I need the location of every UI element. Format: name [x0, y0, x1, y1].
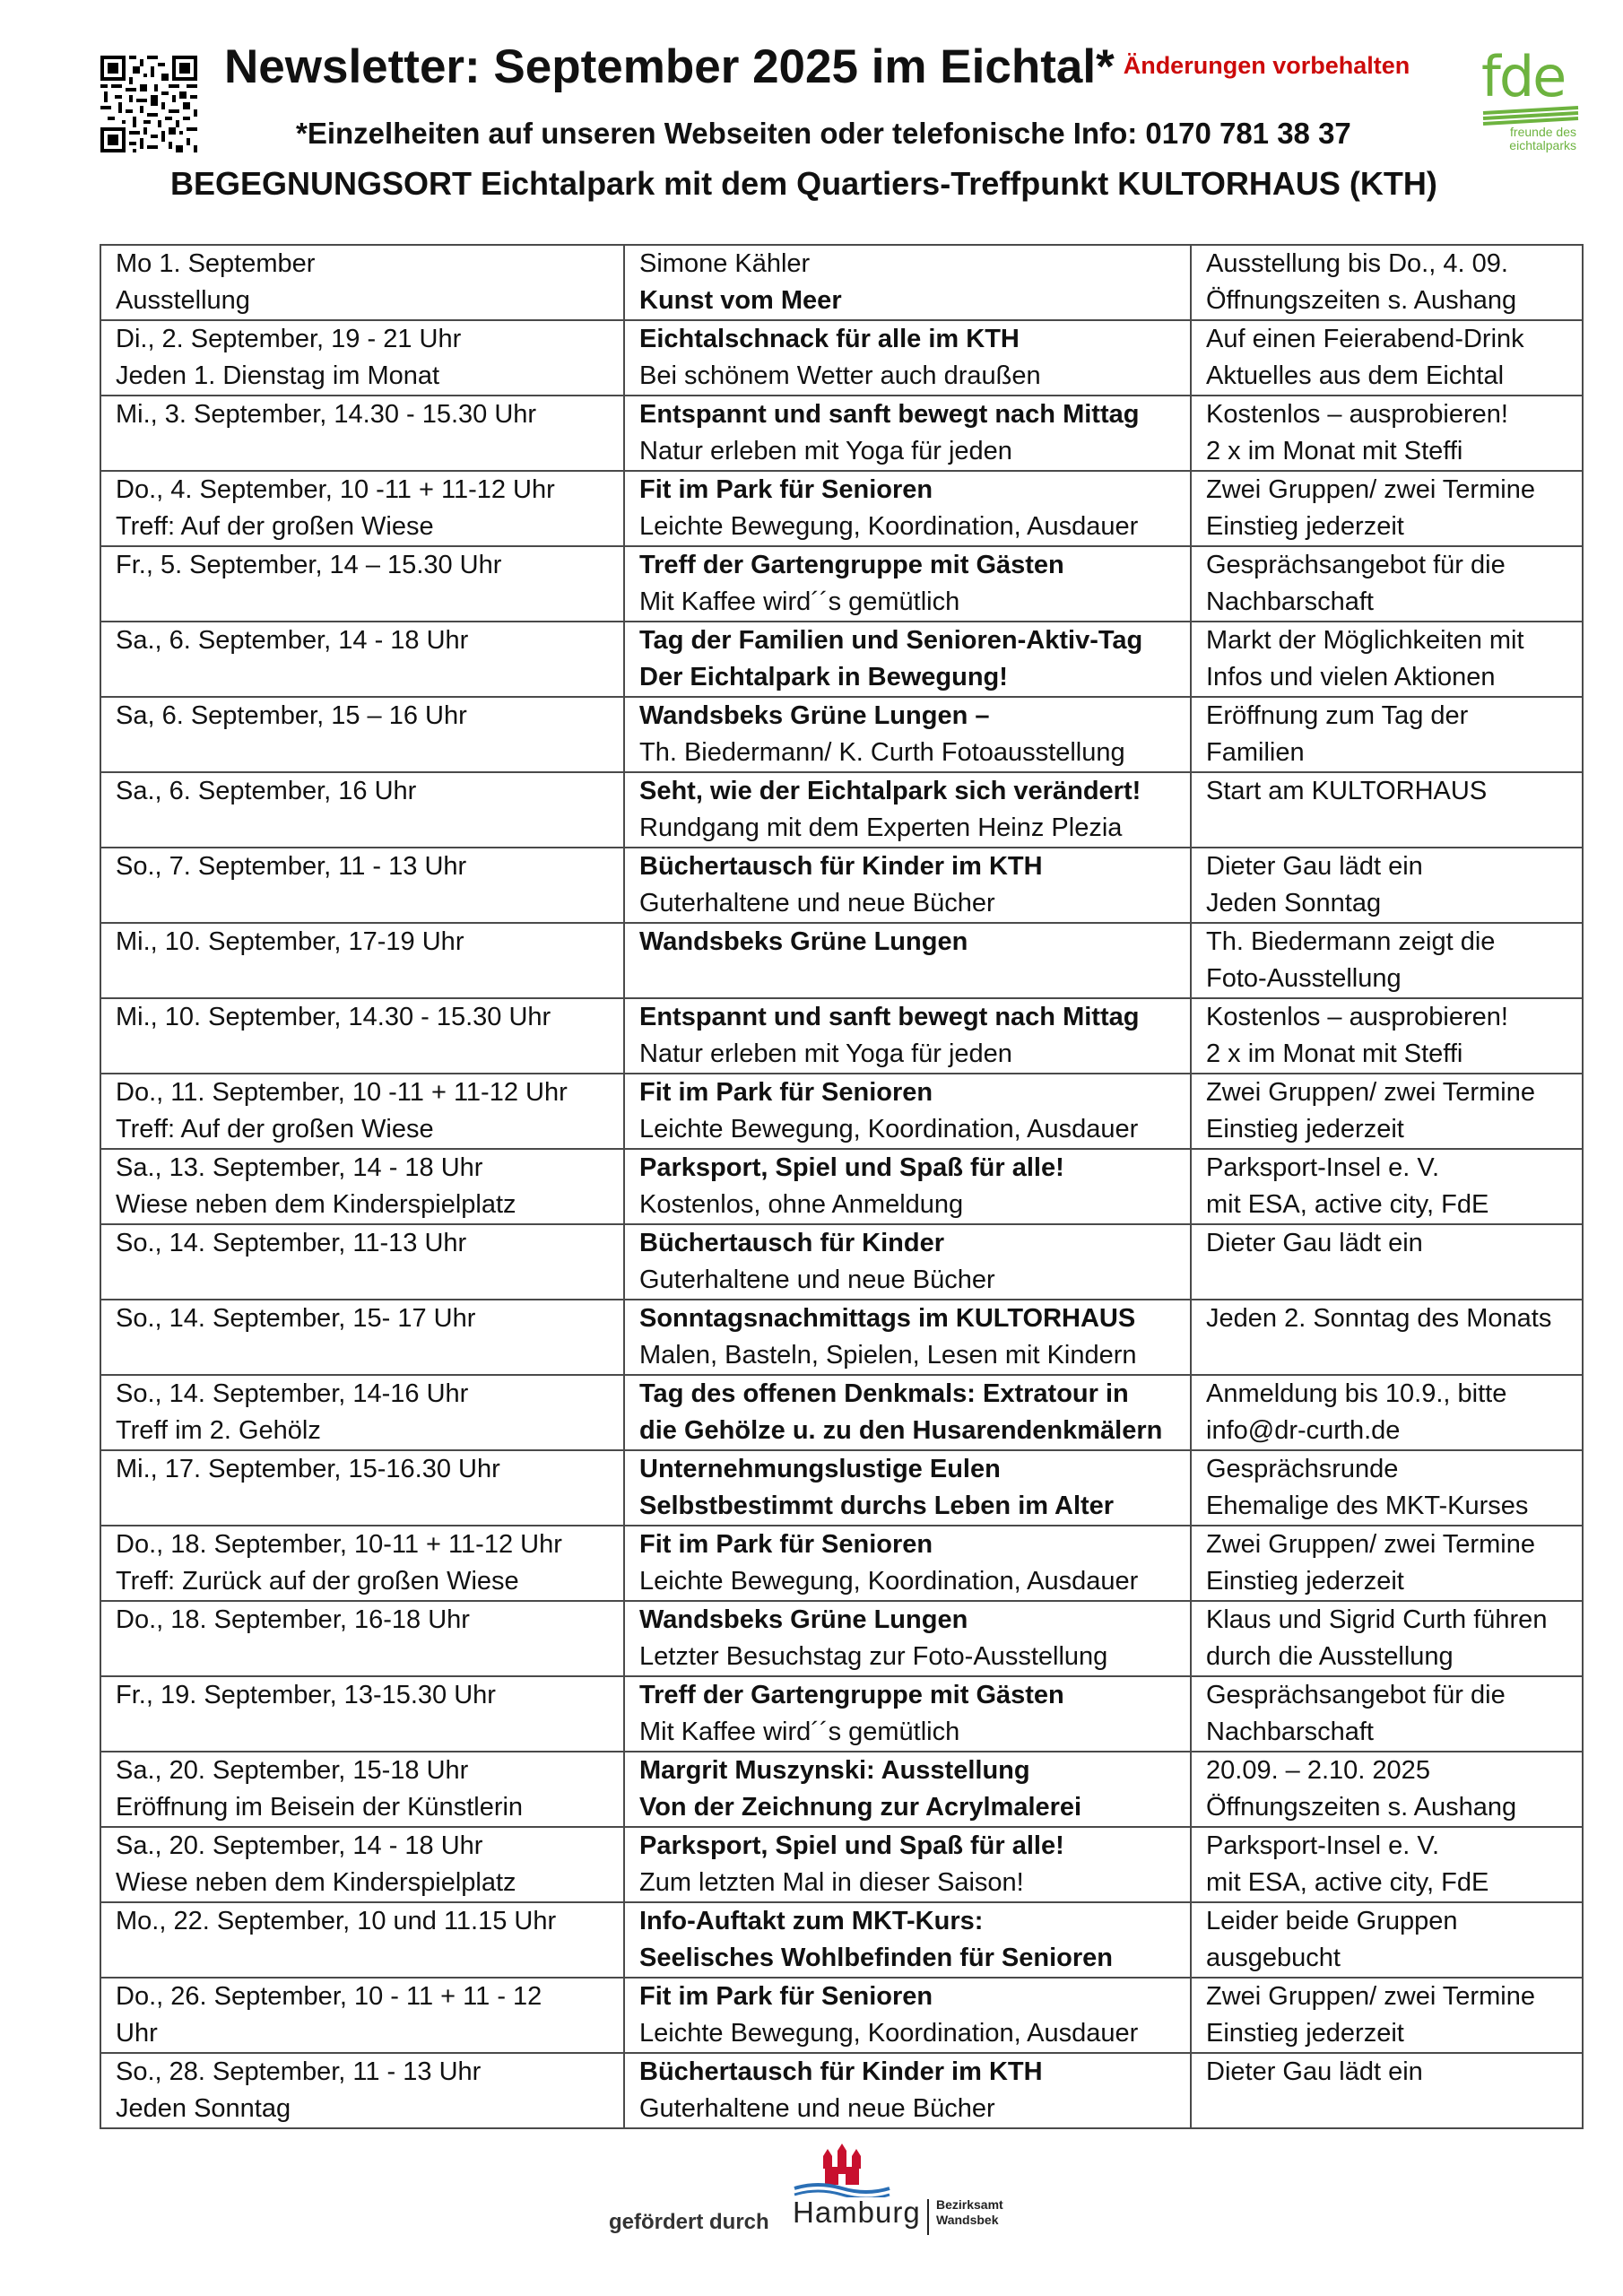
event-title-line: Büchertausch für Kinder im KTH [639, 2057, 1043, 2086]
event-date-line: Do., 18. September, 16-18 Uhr [116, 1605, 470, 1634]
event-date-cell [100, 2053, 624, 2128]
event-info-line: Auf einen Feierabend-Drink [1206, 325, 1524, 353]
event-info-line: Ausstellung bis Do., 4. 09. [1206, 249, 1508, 278]
event-info-line: Kostenlos – ausprobieren! [1206, 1003, 1508, 1031]
event-title-line: Kostenlos, ohne Anmeldung [639, 1190, 964, 1219]
event-title-cell [624, 1149, 1191, 1224]
event-date-line: So., 7. September, 11 - 13 Uhr [116, 852, 467, 881]
event-date-line [116, 1036, 611, 1073]
event-title-line: Zum letzten Mal in dieser Saison! [639, 1868, 1024, 1897]
event-date-cell [100, 622, 624, 697]
event-info-cell [1191, 772, 1583, 848]
event-title-cell [624, 1902, 1191, 1978]
event-date-cell [100, 1074, 624, 1149]
event-info-cell [1191, 1752, 1583, 1827]
event-title-cell [624, 1450, 1191, 1526]
event-row [100, 1676, 1583, 1752]
event-date-line [116, 659, 611, 696]
event-info-cell [1191, 1601, 1583, 1676]
event-date-line: Treff: Auf der großen Wiese [116, 512, 434, 541]
event-info-line: Einstieg jederzeit [1206, 1115, 1404, 1144]
event-info-line: Einstieg jederzeit [1206, 2019, 1404, 2048]
event-date-cell [100, 396, 624, 471]
page-subtitle: *Einzelheiten auf unseren Webseiten oder telefonische Info: 0170 781 38 37 [296, 117, 1351, 150]
event-info-cell [1191, 245, 1583, 320]
event-title-line: Tag der Familien und Senioren-Aktiv-Tag [639, 626, 1143, 655]
event-title-cell [624, 1074, 1191, 1149]
hamburg-castle-emblem-icon [793, 2144, 891, 2197]
title-note: Änderungen vorbehalten [1123, 52, 1410, 79]
event-info-cell [1191, 697, 1583, 772]
event-info-cell [1191, 998, 1583, 1074]
event-info-line: Zwei Gruppen/ zwei Termine [1206, 1530, 1535, 1559]
event-date-line: Di., 2. September, 19 - 21 Uhr [116, 325, 462, 353]
event-date-cell [100, 1526, 624, 1601]
event-title-cell [624, 1752, 1191, 1827]
event-row [100, 998, 1583, 1074]
event-title-cell [624, 2053, 1191, 2128]
event-title-line: Guterhaltene und neue Bücher [639, 2094, 995, 2123]
event-row [100, 1827, 1583, 1902]
event-info-cell [1191, 622, 1583, 697]
event-row [100, 923, 1583, 998]
event-info-cell [1191, 923, 1583, 998]
event-title-line: Parksport, Spiel und Spaß für alle! [639, 1831, 1064, 1860]
event-info-line: Dieter Gau lädt ein [1206, 1229, 1423, 1257]
event-date-line: Sa., 20. September, 15-18 Uhr [116, 1756, 469, 1785]
event-date-line [116, 1262, 611, 1299]
event-title-line: Malen, Basteln, Spielen, Lesen mit Kindern [639, 1341, 1137, 1370]
event-info-line: Parksport-Insel e. V. [1206, 1831, 1440, 1860]
event-title-line: Der Eichtalpark in Bewegung! [639, 663, 1008, 691]
event-date-line [116, 1337, 611, 1374]
event-date-line: Mo 1. September [116, 249, 316, 278]
event-date-line: Do., 26. September, 10 - 11 + 11 - 12 [116, 1982, 542, 2011]
event-title-cell [624, 772, 1191, 848]
event-title-line: Seelisches Wohlbefinden für Senioren [639, 1944, 1114, 1972]
logo-wordmark: fde [1481, 44, 1566, 109]
event-date-cell [100, 1300, 624, 1375]
event-title-line: Natur erleben mit Yoga für jeden [639, 437, 1012, 465]
event-info-cell [1191, 1902, 1583, 1978]
event-info-line: Gesprächsangebot für die [1206, 1681, 1506, 1709]
event-info-line: Th. Biedermann zeigt die [1206, 927, 1496, 956]
event-info-line: Nachbarschaft [1206, 587, 1374, 616]
event-info-line [1206, 1337, 1569, 1374]
event-title-line: Eichtalschnack für alle im KTH [639, 325, 1020, 353]
event-date-line: Fr., 19. September, 13-15.30 Uhr [116, 1681, 496, 1709]
event-info-line: Klaus und Sigrid Curth führen [1206, 1605, 1548, 1634]
event-row [100, 1978, 1583, 2053]
hamburg-wordmark: Hamburg [793, 2196, 921, 2229]
event-date-line: Mo., 22. September, 10 und 11.15 Uhr [116, 1907, 557, 1935]
event-title-cell [624, 1978, 1191, 2053]
event-title-line: Wandsbeks Grüne Lungen [639, 927, 968, 956]
event-info-cell [1191, 1074, 1583, 1149]
event-info-line: mit ESA, active city, FdE [1206, 1190, 1489, 1219]
event-info-line [1206, 1262, 1569, 1299]
event-title-line: Treff der Gartengruppe mit Gästen [639, 551, 1064, 579]
event-date-cell [100, 1375, 624, 1450]
event-title-line: Treff der Gartengruppe mit Gästen [639, 1681, 1064, 1709]
event-info-line: 2 x im Monat mit Steffi [1206, 437, 1463, 465]
event-info-line: 2 x im Monat mit Steffi [1206, 1039, 1463, 1068]
event-row [100, 697, 1583, 772]
event-date-line: Mi., 10. September, 17-19 Uhr [116, 927, 464, 956]
event-title-line: Guterhaltene und neue Bücher [639, 1265, 995, 1294]
event-date-cell [100, 1224, 624, 1300]
event-date-line [116, 885, 611, 922]
event-title-cell [624, 1300, 1191, 1375]
event-info-line: Leider beide Gruppen [1206, 1907, 1458, 1935]
event-date-line: So., 14. September, 11-13 Uhr [116, 1229, 467, 1257]
event-date-line: Jeden 1. Dienstag im Monat [116, 361, 440, 390]
event-date-cell [100, 1902, 624, 1978]
event-date-line [116, 1488, 611, 1525]
event-row [100, 320, 1583, 396]
event-row [100, 772, 1583, 848]
event-info-line: info@dr-curth.de [1206, 1416, 1401, 1445]
event-date-line [116, 810, 611, 847]
event-info-cell [1191, 1526, 1583, 1601]
fde-logo [1481, 44, 1580, 163]
event-date-line: Do., 11. September, 10 -11 + 11-12 Uhr [116, 1078, 568, 1107]
event-info-line: Infos und vielen Aktionen [1206, 663, 1496, 691]
event-title-cell [624, 320, 1191, 396]
event-title-line [639, 961, 1177, 997]
event-row [100, 1224, 1583, 1300]
event-date-line: Fr., 5. September, 14 – 15.30 Uhr [116, 551, 502, 579]
event-date-line [116, 735, 611, 771]
event-row [100, 848, 1583, 923]
event-info-line: Nachbarschaft [1206, 1718, 1374, 1746]
event-title-line: die Gehölze u. zu den Husarendenkmälern [639, 1416, 1163, 1445]
event-title-line: Mit Kaffee wird´´s gemütlich [639, 1718, 960, 1746]
event-date-line: Sa., 20. September, 14 - 18 Uhr [116, 1831, 483, 1860]
event-date-line [116, 1714, 611, 1751]
event-info-line: Markt der Möglichkeiten mit [1206, 626, 1524, 655]
event-title-cell [624, 1224, 1191, 1300]
event-info-line: Öffnungszeiten s. Aushang [1206, 1793, 1517, 1822]
event-row [100, 622, 1583, 697]
event-info-cell [1191, 1827, 1583, 1902]
event-title-line: Wandsbeks Grüne Lungen [639, 1605, 968, 1634]
event-row [100, 471, 1583, 546]
event-date-line: Wiese neben dem Kinderspielplatz [116, 1868, 516, 1897]
event-date-line: Sa., 6. September, 16 Uhr [116, 777, 417, 805]
event-date-cell [100, 998, 624, 1074]
event-info-line: 20.09. – 2.10. 2025 [1206, 1756, 1430, 1785]
event-title-cell [624, 1827, 1191, 1902]
event-info-line: Aktuelles aus dem Eichtal [1206, 361, 1505, 390]
event-date-cell [100, 1676, 624, 1752]
event-title-line: Fit im Park für Senioren [639, 1982, 933, 2011]
event-date-cell [100, 1978, 624, 2053]
event-date-line: Mi., 17. September, 15-16.30 Uhr [116, 1455, 500, 1483]
event-info-cell [1191, 1149, 1583, 1224]
event-info-line: ausgebucht [1206, 1944, 1341, 1972]
event-date-line: Eröffnung im Beisein der Künstlerin [116, 1793, 524, 1822]
event-info-line: Zwei Gruppen/ zwei Termine [1206, 1982, 1535, 2011]
event-title-line: Fit im Park für Senioren [639, 475, 933, 504]
event-title-line: Von der Zeichnung zur Acrylmalerei [639, 1793, 1082, 1822]
event-date-line: Jeden Sonntag [116, 2094, 291, 2123]
event-title-line: Simone Kähler [639, 249, 811, 278]
event-title-cell [624, 396, 1191, 471]
event-info-cell [1191, 1300, 1583, 1375]
event-title-cell [624, 1676, 1191, 1752]
event-info-line: Zwei Gruppen/ zwei Termine [1206, 1078, 1535, 1107]
logo-subline-1: freunde des [1510, 125, 1576, 139]
event-date-line: So., 14. September, 14-16 Uhr [116, 1379, 469, 1408]
district-label [936, 2197, 1003, 2228]
event-date-cell [100, 320, 624, 396]
event-info-line: Öffnungszeiten s. Aushang [1206, 286, 1517, 315]
event-date-line: So., 14. September, 15- 17 Uhr [116, 1304, 476, 1333]
event-row [100, 2053, 1583, 2128]
event-title-line: Entspannt und sanft bewegt nach Mittag [639, 1003, 1140, 1031]
event-row [100, 546, 1583, 622]
event-date-line: Treff: Zurück auf der großen Wiese [116, 1567, 519, 1596]
district-line-1: Bezirksamt [936, 2197, 1003, 2212]
event-title-cell [624, 622, 1191, 697]
event-date-line [116, 433, 611, 470]
event-title-line: Selbstbestimmt durchs Leben im Alter [639, 1492, 1115, 1520]
event-title-line: Mit Kaffee wird´´s gemütlich [639, 587, 960, 616]
event-info-line [1206, 810, 1569, 847]
event-info-line: Einstieg jederzeit [1206, 512, 1404, 541]
event-title-line: Wandsbeks Grüne Lungen – [639, 701, 990, 730]
event-info-cell [1191, 1450, 1583, 1526]
event-date-cell [100, 245, 624, 320]
event-date-cell [100, 1601, 624, 1676]
event-row [100, 1601, 1583, 1676]
event-info-cell [1191, 1676, 1583, 1752]
event-date-cell [100, 697, 624, 772]
event-title-line: Bei schönem Wetter auch draußen [639, 361, 1041, 390]
event-row [100, 396, 1583, 471]
event-info-line: Gesprächsrunde [1206, 1455, 1399, 1483]
event-date-cell [100, 1752, 624, 1827]
event-title-line: Leichte Bewegung, Koordination, Ausdauer [639, 2019, 1139, 2048]
event-date-line: Uhr [116, 2019, 158, 2048]
event-title-line: Leichte Bewegung, Koordination, Ausdauer [639, 1115, 1139, 1144]
event-row [100, 1752, 1583, 1827]
event-date-line: Do., 18. September, 10-11 + 11-12 Uhr [116, 1530, 562, 1559]
event-title-line: Seht, wie der Eichtalpark sich verändert! [639, 777, 1141, 805]
event-info-line: Familien [1206, 738, 1305, 767]
event-title-line: Th. Biedermann/ K. Curth Fotoausstellung [639, 738, 1125, 767]
event-date-cell [100, 1827, 624, 1902]
event-date-cell [100, 1450, 624, 1526]
event-info-line [1206, 2091, 1569, 2127]
event-info-cell [1191, 848, 1583, 923]
event-date-line [116, 961, 611, 997]
event-date-line [116, 584, 611, 621]
event-date-line: Sa, 6. September, 15 – 16 Uhr [116, 701, 467, 730]
footer-separator [927, 2199, 929, 2235]
event-date-line: Mi., 3. September, 14.30 - 15.30 Uhr [116, 400, 537, 429]
event-info-cell [1191, 1978, 1583, 2053]
event-info-line: Gesprächsangebot für die [1206, 551, 1506, 579]
event-title-line: Tag des offenen Denkmals: Extratour in [639, 1379, 1129, 1408]
event-title-cell [624, 546, 1191, 622]
event-info-cell [1191, 2053, 1583, 2128]
event-date-line: Do., 4. September, 10 -11 + 11-12 Uhr [116, 475, 555, 504]
event-info-line: mit ESA, active city, FdE [1206, 1868, 1489, 1897]
event-row [100, 1902, 1583, 1978]
event-date-line: Treff im 2. Gehölz [116, 1416, 321, 1445]
event-title-line: Parksport, Spiel und Spaß für alle! [639, 1153, 1064, 1182]
event-title-cell [624, 471, 1191, 546]
event-title-cell [624, 923, 1191, 998]
event-info-line: Eröffnung zum Tag der [1206, 701, 1469, 730]
events-table-body [100, 245, 1583, 2128]
event-info-line: Parksport-Insel e. V. [1206, 1153, 1440, 1182]
section-heading: BEGEGNUNGSORT Eichtalpark mit dem Quartiers-Treffpunkt KULTORHAUS (KTH) [170, 165, 1437, 202]
event-date-cell [100, 546, 624, 622]
event-title-line: Büchertausch für Kinder [639, 1229, 944, 1257]
event-title-cell [624, 245, 1191, 320]
event-title-line: Rundgang mit dem Experten Heinz Plezia [639, 813, 1123, 842]
event-title-cell [624, 697, 1191, 772]
event-row [100, 1450, 1583, 1526]
event-info-line: Anmeldung bis 10.9., bitte [1206, 1379, 1507, 1408]
district-line-2: Wandsbek [936, 2213, 999, 2227]
event-title-line: Leichte Bewegung, Koordination, Ausdauer [639, 1567, 1139, 1596]
event-title-cell [624, 1601, 1191, 1676]
event-title-line: Fit im Park für Senioren [639, 1078, 933, 1107]
event-date-line: Sa., 6. September, 14 - 18 Uhr [116, 626, 469, 655]
event-date-line: Sa., 13. September, 14 - 18 Uhr [116, 1153, 483, 1182]
event-date-line: Mi., 10. September, 14.30 - 15.30 Uhr [116, 1003, 551, 1031]
event-date-cell [100, 471, 624, 546]
event-title-line: Info-Auftakt zum MKT-Kurs: [639, 1907, 984, 1935]
event-info-cell [1191, 471, 1583, 546]
event-date-line: Treff: Auf der großen Wiese [116, 1115, 434, 1144]
event-info-line: Start am KULTORHAUS [1206, 777, 1488, 805]
event-date-line: Ausstellung [116, 286, 250, 315]
event-info-line: Jeden Sonntag [1206, 889, 1382, 918]
event-title-line: Kunst vom Meer [639, 286, 842, 315]
event-info-line: Dieter Gau lädt ein [1206, 852, 1423, 881]
event-info-line: Dieter Gau lädt ein [1206, 2057, 1423, 2086]
logo-subline-2: eichtalparks [1509, 138, 1576, 152]
event-title-line: Fit im Park für Senioren [639, 1530, 933, 1559]
funded-by-label: gefördert durch [609, 2210, 769, 2234]
event-title-cell [624, 1526, 1191, 1601]
event-date-line [116, 1639, 611, 1675]
event-date-cell [100, 772, 624, 848]
event-title-cell [624, 848, 1191, 923]
event-row [100, 1300, 1583, 1375]
event-title-cell [624, 998, 1191, 1074]
page-title [224, 39, 1410, 94]
event-date-cell [100, 1149, 624, 1224]
event-title-line: Margrit Muszynski: Ausstellung [639, 1756, 1030, 1785]
event-title-line: Natur erleben mit Yoga für jeden [639, 1039, 1012, 1068]
event-row [100, 1149, 1583, 1224]
event-title-line: Entspannt und sanft bewegt nach Mittag [639, 400, 1140, 429]
event-title-line: Letzter Besuchstag zur Foto-Ausstellung [639, 1642, 1108, 1671]
event-date-cell [100, 923, 624, 998]
event-info-line: Einstieg jederzeit [1206, 1567, 1404, 1596]
event-info-cell [1191, 320, 1583, 396]
title-text: Newsletter: September 2025 im Eichtal* [224, 40, 1115, 93]
event-info-cell [1191, 396, 1583, 471]
event-info-line: Zwei Gruppen/ zwei Termine [1206, 475, 1535, 504]
event-title-line: Leichte Bewegung, Koordination, Ausdauer [639, 512, 1139, 541]
event-info-line: Foto-Ausstellung [1206, 964, 1402, 993]
event-info-line: Jeden 2. Sonntag des Monats [1206, 1304, 1552, 1333]
event-title-cell [624, 1375, 1191, 1450]
event-row [100, 1526, 1583, 1601]
event-info-cell [1191, 1375, 1583, 1450]
event-date-line [116, 1940, 611, 1977]
event-info-cell [1191, 546, 1583, 622]
event-title-line: Guterhaltene und neue Bücher [639, 889, 995, 918]
events-table [100, 244, 1584, 2129]
event-info-cell [1191, 1224, 1583, 1300]
event-date-cell [100, 848, 624, 923]
event-row [100, 1375, 1583, 1450]
event-info-line: durch die Ausstellung [1206, 1642, 1454, 1671]
event-title-line: Unternehmungslustige Eulen [639, 1455, 1001, 1483]
event-info-line: Kostenlos – ausprobieren! [1206, 400, 1508, 429]
event-row [100, 245, 1583, 320]
event-row [100, 1074, 1583, 1149]
event-title-line: Sonntagsnachmittags im KULTORHAUS [639, 1304, 1136, 1333]
event-date-line: Wiese neben dem Kinderspielplatz [116, 1190, 516, 1219]
qr-code-icon [100, 56, 197, 152]
event-title-line: Büchertausch für Kinder im KTH [639, 852, 1043, 881]
event-info-line: Ehemalige des MKT-Kurses [1206, 1492, 1529, 1520]
event-date-line: So., 28. September, 11 - 13 Uhr [116, 2057, 482, 2086]
